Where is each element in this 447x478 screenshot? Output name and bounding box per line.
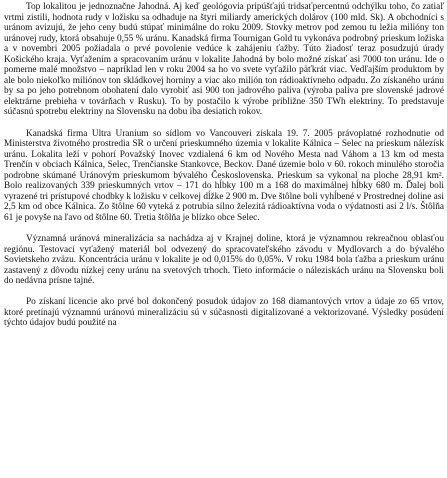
paragraph-kalnica-selec: Kanadská firma Ultra Uranium so sídlom vo Vancouveri získala 19. 7. 2005 právoplatné rozhodnutie od Ministerstva životného prostredia SR o určení prieskumného územia v lokalite Kálnica – Selec na prieskum nálezísk uránu. Lokalita leží v pohorí Považský Inovec vzdialená 6 km od Nového Mesta nad Váhom a 13 km od mesta Trenčín v obciach Kálnica, Selec, Trenčianske Stankovce, Beckov. Dané územie bolo v 60. rokoch minulého storočia podrobne skúmané Uránovým prieskumom bývalého Československa. Prieskum sa vykonal na ploche 28,91 km². Bolo realizovaných 339 prieskumných vrtov – 171 do hĺbky 100 m a 168 do maximálnej hĺbky 680 m. Ďalej boli vyrazené tri prístupové chodbky k ložisku v celkovej dĺžke 2 900 m. Dve štôlne boli vyhĺbené v Prostrednej doline asi 2,5 km od obce Kálnica. Zo štôlne 60 vyteká z potrubia silno železitá rádioaktívna voda o výdatnosti asi 2 l/s. Štôlňa 61 je povyše na ľavo od štôlne 60. Tretia štôlňa je blízko obce Selec. <box>4 128 444 223</box>
paragraph-krajna-dolina: Významná uránová mineralizácia sa nachádza aj v Krajnej doline, ktorá je významnou rekreačnou oblasťou regiónu. Testovací vyťažený materiál bol odvezený do spracovateľského závodu v Mydlovarch a do bývalého Sovietskeho zväzu. Koncentrácia uránu v lokalite je od 0,015% do 0,05%. V roku 1984 bola ťažba a prieskum uránu zastavený z dôvodu nízkej ceny uránu na svetových trhoch. Tieto informácie o náleziskách uránu na Slovensku boli do nedávna prísne tajné. <box>4 234 444 287</box>
paragraph-licencia: Po získaní licencie ako prvé bol dokončený posudok údajov zo 168 diamantových vrtov a údaje zo 65 vrtov, ktoré pretínajú významnú uránovú mineralizáciu sú v súčasnosti digitalizované a vektorizované. Výsledky posúdení týchto údajov budú použité na <box>4 297 444 329</box>
paragraph-jahodna: Top lokalitou je jednoznačne Jahodná. Aj keď geológovia pripúšťajú tridsaťpercentnú odchýlku toho, čo zatiaľ vrtmi zistili, hodnota rudy v ložisku sa odhaduje na štyri miliardy amerických dolárov (100 mld. Sk). A obchodníci s uránom avizujú, že jeho ceny budú stúpať minimálne do roku 2009. Stovky metrov pod zemou tu ležia milióny ton uránovej rudy, ktorá obsahuje 0,55 % uránu. Kanadská firma Tournigan Gold tu vykonáva podrobný prieskum ložiska a v novembri 2005 požiadala o prvé povolenie vedúce k zahájeniu ťažby. Túto žiadosť teraz posudzujú úrady Košického kraja. Vyťažením a spracovaním uránu v lokalite Jahodná by bolo možné získať asi 7000 ton uránu. Ide o pomerne malé množstvo – napríklad len v roku 2004 sa ho vo svete vyťažilo päťkrát viac. Vedľajším produktom by ale bolo niekoľko miliónov ton skládkovej horniny a viac ako milión ton rádioaktívneho odpadu. Zo získaného uránu by sa po jeho potrebnom obohatení dalo vyrobiť asi 900 ton jadrového paliva (výroba paliva pre slovenské jadrové elektrárne prebieha v továrňach v Rusku). To by postačilo k výrobe približne 350 TWh elektriny. To predstavuje súčasnú spotrebu elektriny na Slovensku na dobu iba desiatich rokov. <box>4 2 444 118</box>
